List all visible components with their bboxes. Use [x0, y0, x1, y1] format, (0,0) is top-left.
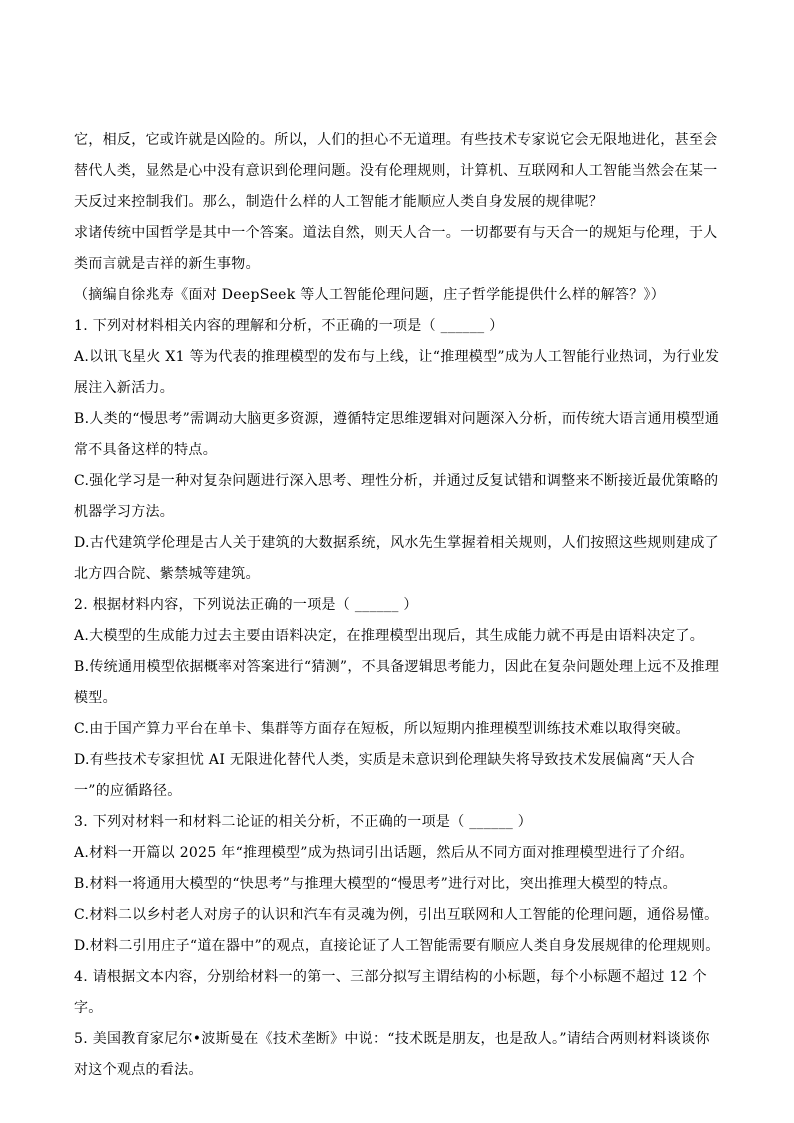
question-2-option-c: C.由于国产算力平台在单卡、集群等方面存在短板，所以短期内推理模型训练技术难以取得突破。	[74, 721, 690, 737]
question-3	[74, 807, 724, 962]
question-2	[74, 590, 724, 807]
question-1-option-d: D.古代建筑学伦理是古人关于建筑的大数据系统，风水先生掌握着相关规则，人们按照这些规则建成了北方四合院、紫禁城等建筑。	[74, 535, 719, 582]
question-4-stem: 4. 请根据文本内容，分别给材料一的第一、三部分拟写主谓结构的小标题，每个小标题不超过 12 个字。	[74, 969, 707, 1016]
question-2-option-a: A.大模型的生成能力过去主要由语料决定，在推理模型出现后，其生成能力就不再是由语料决定了。	[74, 628, 705, 644]
question-1-option-b: B.人类的“慢思考”需调动大脑更多资源，遵循特定思维逻辑对问题深入分析，而传统大语言通用模型通常不具备这样的特点。	[74, 411, 720, 458]
question-1-option-a: A.以讯飞星火 X1 等为代表的推理模型的发布与上线，让“推理模型”成为人工智能行业热词，为行业发展注入新活力。	[74, 349, 720, 396]
question-1-option-c: C.强化学习是一种对复杂问题进行深入思考、理性分析，并通过反复试错和调整来不断接近最优策略的机器学习方法。	[74, 473, 719, 520]
question-2-option-b: B.传统通用模型依据概率对答案进行“猜测”，不具备逻辑思考能力，因此在复杂问题处理上远不及推理模型。	[74, 659, 720, 706]
source-citation: （摘编自徐兆寿《面对 DeepSeek 等人工智能伦理问题，庄子哲学能提供什么样的解答？》）	[74, 287, 666, 303]
question-4	[74, 962, 724, 1024]
paragraph-continuation: 它，相反，它或许就是凶险的。所以，人们的担心不无道理。有些技术专家说它会无限地进化，甚至会替代人类，显然是心中没有意识到伦理问题。没有伦理规则，计算机、互联网和人工智能当然会在某一天反过来控制我们。那么，制造什么样的人工智能才能顺应人类自身发展的规律呢？	[74, 132, 718, 210]
question-3-option-d: D.材料二引用庄子“道在器中”的观点，直接论证了人工智能需要有顺应人类自身发展规律的伦理规则。	[74, 938, 720, 954]
question-2-option-d: D.有些技术专家担忧 AI 无限进化替代人类，实质是未意识到伦理缺失将导致技术发展偏离“天人合一”的应循路径。	[74, 752, 695, 799]
question-5	[74, 1024, 724, 1086]
question-3-option-a: A.材料一开篇以 2025 年“推理模型”成为热词引出话题，然后从不同方面对推理模型进行了介绍。	[74, 845, 694, 861]
question-5-stem: 5. 美国教育家尼尔•波斯曼在《技术垄断》中说：“技术既是朋友，也是敌人。”请结合两则材料谈谈你对这个观点的看法。	[74, 1031, 710, 1078]
question-3-option-b: B.材料一将通用大模型的“快思考”与推理大模型的“慢思考”进行对比，突出推理大模型的特点。	[74, 876, 677, 892]
question-3-stem: 3. 下列对材料一和材料二论证的相关分析，不正确的一项是（ ______ ）	[74, 814, 533, 830]
paragraph-chinese-philosophy: 求诸传统中国哲学是其中一个答案。道法自然，则天人合一。一切都要有与天合一的规矩与伦理，于人类而言就是吉祥的新生事物。	[74, 225, 718, 272]
document-content	[74, 125, 724, 1086]
question-1-stem: 1. 下列对材料相关内容的理解和分析，不正确的一项是（ ______ ）	[74, 318, 504, 334]
question-3-option-c: C.材料二以乡村老人对房子的认识和汽车有灵魂为例，引出互联网和人工智能的伦理问题，通俗易懂。	[74, 907, 719, 923]
question-2-stem: 2. 根据材料内容，下列说法正确的一项是（ ______ ）	[74, 597, 418, 613]
question-1	[74, 311, 724, 590]
